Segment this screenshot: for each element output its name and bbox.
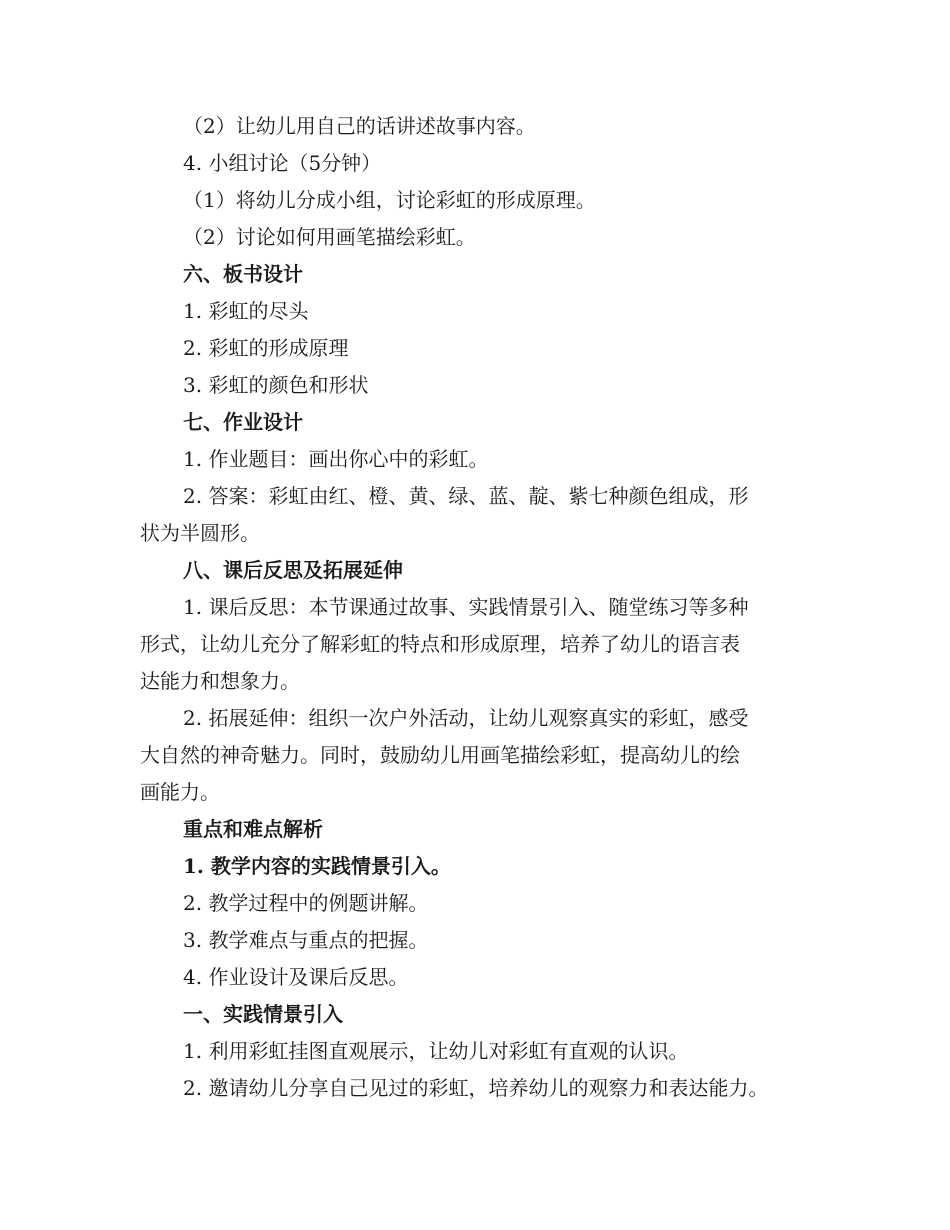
text-line-23: 3. 教学难点与重点的把握。 xyxy=(183,928,429,952)
text-line-12: 状为半圆形。 xyxy=(140,521,260,545)
text-line-24: 4. 作业设计及课后反思。 xyxy=(183,965,409,989)
text-line-14: 1. 课后反思：本节课通过故事、实践情景引入、随堂练习等多种 xyxy=(183,595,749,619)
section-heading-key-points: 重点和难点解析 xyxy=(183,817,323,841)
section-heading-reflection: 八、课后反思及拓展延伸 xyxy=(183,558,403,582)
text-line-4: （2）讨论如何用画笔描绘彩虹。 xyxy=(183,225,476,249)
text-line-10: 1. 作业题目：画出你心中的彩虹。 xyxy=(183,447,489,471)
text-line-27: 2. 邀请幼儿分享自己见过的彩虹，培养幼儿的观察力和表达能力。 xyxy=(183,1076,769,1100)
text-line-11: 2. 答案：彩虹由红、橙、黄、绿、蓝、靛、紫七种颜色组成，形 xyxy=(183,484,749,508)
text-line-1: （2）让幼儿用自己的话讲述故事内容。 xyxy=(183,114,536,138)
section-heading-practice-intro: 一、实践情景引入 xyxy=(183,1002,343,1026)
text-line-21: 1. 教学内容的实践情景引入。 xyxy=(183,854,451,878)
text-line-19: 画能力。 xyxy=(140,780,220,804)
section-heading-board-design: 六、板书设计 xyxy=(183,262,303,286)
text-line-22: 2. 教学过程中的例题讲解。 xyxy=(183,891,429,915)
section-heading-homework: 七、作业设计 xyxy=(183,410,303,434)
text-line-18: 大自然的神奇魅力。同时，鼓励幼儿用画笔描绘彩虹，提高幼儿的绘 xyxy=(140,743,740,767)
text-line-15: 形式，让幼儿充分了解彩虹的特点和形成原理，培养了幼儿的语言表 xyxy=(140,632,740,656)
text-line-7: 2. 彩虹的形成原理 xyxy=(183,336,349,360)
text-line-16: 达能力和想象力。 xyxy=(140,669,300,693)
text-line-3: （1）将幼儿分成小组，讨论彩虹的形成原理。 xyxy=(183,188,596,212)
text-line-26: 1. 利用彩虹挂图直观展示，让幼儿对彩虹有直观的认识。 xyxy=(183,1039,689,1063)
text-line-6: 1. 彩虹的尽头 xyxy=(183,299,309,323)
text-line-17: 2. 拓展延伸：组织一次户外活动，让幼儿观察真实的彩虹，感受 xyxy=(183,706,749,730)
text-line-8: 3. 彩虹的颜色和形状 xyxy=(183,373,369,397)
text-line-2: 4. 小组讨论（5分钟） xyxy=(183,151,382,175)
